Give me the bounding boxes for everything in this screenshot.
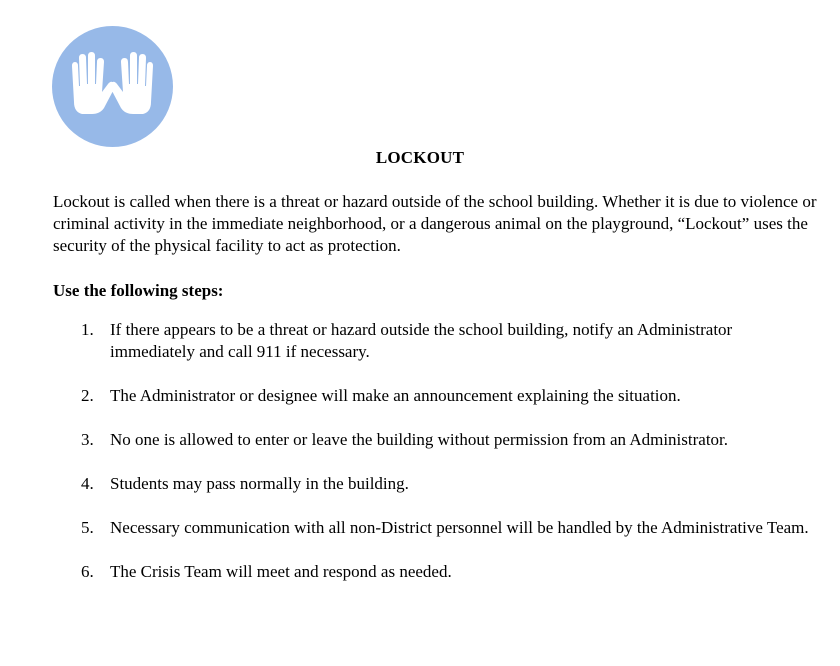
page-title: LOCKOUT [375,148,465,167]
list-item [0,385,840,407]
list-item [0,473,840,495]
step-number: 1. [81,320,94,339]
list-item [0,561,840,583]
list-item [0,319,840,363]
list-item [0,517,840,539]
step-number: 3. [81,430,94,449]
step-number: 6. [81,562,94,581]
step-text: The Administrator or designee will make an announcement explaining the situation. [110,386,681,405]
step-text: The Crisis Team will meet and respond as needed. [110,562,452,581]
step-text: Students may pass normally in the building. [110,474,409,493]
raised-hands-icon [52,26,173,147]
step-number: 4. [81,474,94,493]
step-text: No one is allowed to enter or leave the building without permission from an Administrator. [110,430,729,449]
step-text: If there appears to be a threat or hazard outside the school building, notify an Administrator immediately and call 911 if necessary. [110,320,733,361]
step-number: 5. [81,518,94,537]
steps-list [0,319,840,605]
list-item [0,429,840,451]
step-number: 2. [81,386,94,405]
step-text: Necessary communication with all non-District personnel will be handled by the Administrative Team. [110,518,809,537]
steps-heading: Use the following steps: [53,281,224,300]
intro-paragraph: Lockout is called when there is a threat or hazard outside of the school building. Whether it is due to violence or criminal activity in the immediate neighborhood, or a dangerous animal on the playground, “Lockout” uses the security of the physical facility to act as protection. [53,192,817,255]
